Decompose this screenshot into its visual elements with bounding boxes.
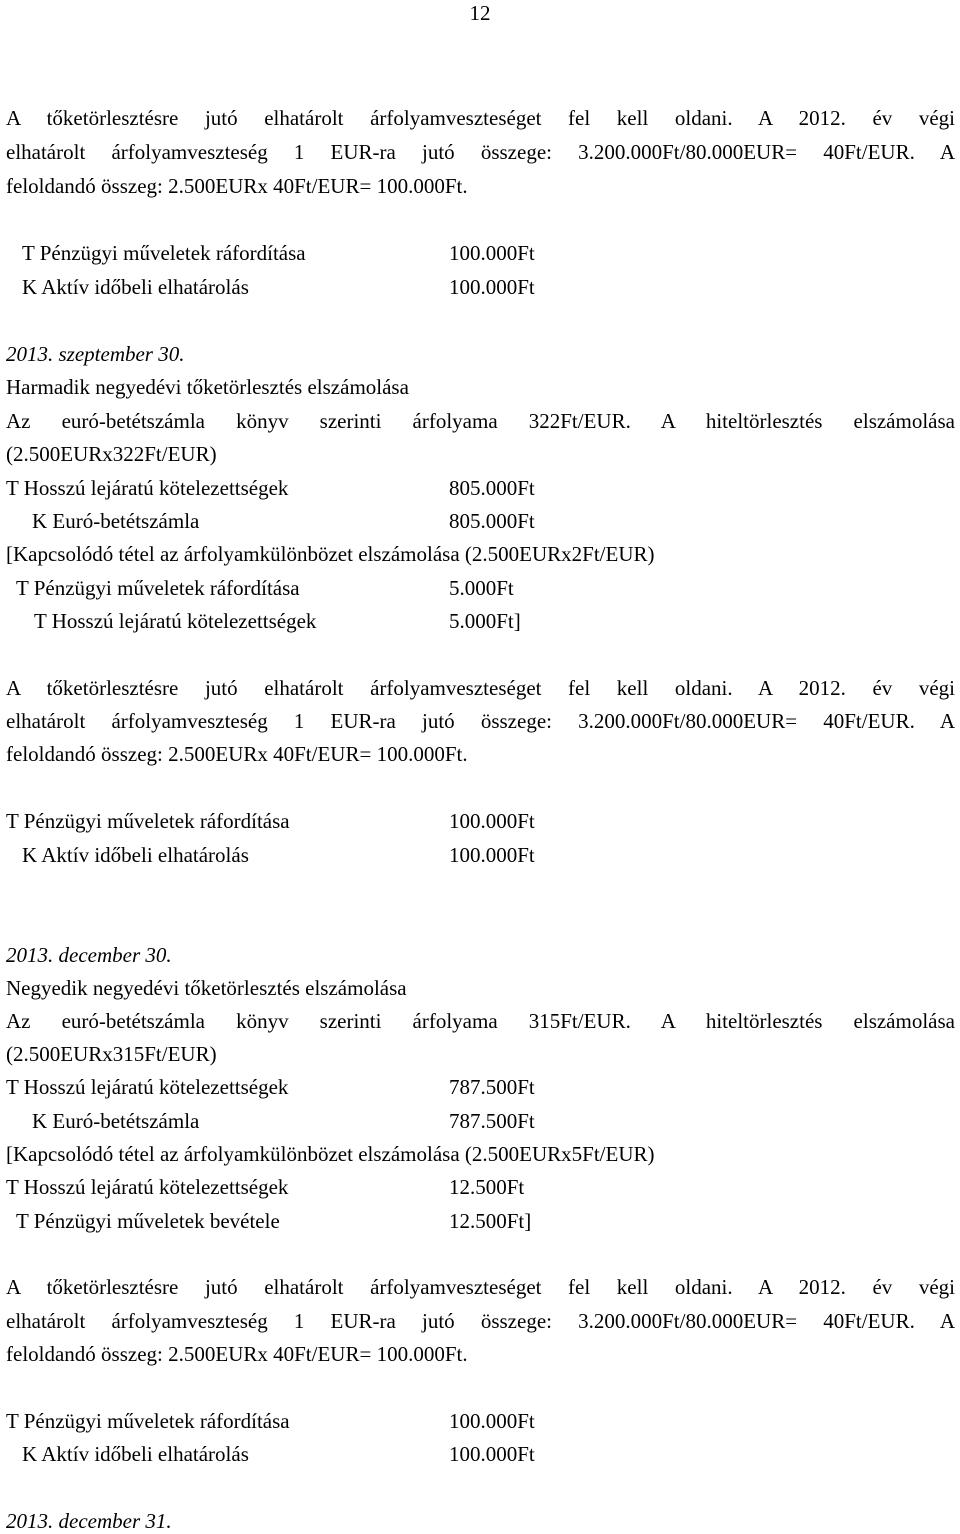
entry-credit-label: K Aktív időbeli elhatárolás	[22, 275, 249, 299]
paragraph-line: feloldandó összeg: 2.500EURx 40Ft/EUR= 100.000Ft.	[6, 1342, 468, 1366]
section-date: 2013. szeptember 30.	[6, 342, 185, 366]
related-entry-note: [Kapcsolódó tétel az árfolyamkülönbözet elszámolása (2.500EURx2Ft/EUR)	[6, 542, 655, 566]
entry-credit-label: K Aktív időbeli elhatárolás	[22, 843, 249, 867]
entry-debit-label: T Hosszú lejáratú kötelezettségek	[6, 476, 289, 500]
paragraph-line: A tőketörlesztésre jutó elhatárolt árfolyamveszteséget fel kell oldani. A 2012. év végi	[6, 676, 955, 700]
section-heading: Harmadik negyedévi tőketörlesztés elszámolása	[6, 375, 409, 399]
entry-amount: 100.000Ft	[449, 241, 535, 265]
entry-debit-label: T Pénzügyi műveletek ráfordítása	[22, 241, 306, 265]
paragraph-line: A tőketörlesztésre jutó elhatárolt árfolyamveszteséget fel kell oldani. A 2012. év végi	[6, 1275, 955, 1299]
entry-amount: 100.000Ft	[449, 843, 535, 867]
paragraph-line: elhatárolt árfolyamveszteség 1 EUR-ra jutó összege: 3.200.000Ft/80.000EUR= 40Ft/EUR. A	[6, 709, 955, 733]
paragraph-line: elhatárolt árfolyamveszteség 1 EUR-ra jutó összege: 3.200.000Ft/80.000EUR= 40Ft/EUR. A	[6, 140, 955, 164]
entry-amount: 100.000Ft	[449, 1409, 535, 1433]
entry-amount: 5.000Ft	[449, 576, 514, 600]
entry-debit-label: T Hosszú lejáratú kötelezettségek	[6, 1175, 289, 1199]
paragraph-line: Az euró-betétszámla könyv szerinti árfolyama 315Ft/EUR. A hiteltörlesztés elszámolása	[6, 1009, 955, 1033]
entry-debit-label: T Pénzügyi műveletek ráfordítása	[6, 809, 290, 833]
paragraph-line: A tőketörlesztésre jutó elhatárolt árfolyamveszteséget fel kell oldani. A 2012. év végi	[6, 106, 955, 130]
entry-credit-label: K Euró-betétszámla	[32, 509, 200, 533]
paragraph-line: (2.500EURx322Ft/EUR)	[6, 442, 217, 466]
paragraph-line: feloldandó összeg: 2.500EURx 40Ft/EUR= 100.000Ft.	[6, 742, 468, 766]
entry-debit-label: T Pénzügyi műveletek bevétele	[16, 1209, 280, 1233]
entry-debit-label: T Pénzügyi műveletek ráfordítása	[6, 1409, 290, 1433]
entry-debit-label: T Hosszú lejáratú kötelezettségek	[34, 609, 317, 633]
entry-credit-label: K Aktív időbeli elhatárolás	[22, 1442, 249, 1466]
entry-amount: 805.000Ft	[449, 476, 535, 500]
entry-amount: 805.000Ft	[449, 509, 535, 533]
page-number: 12	[469, 1, 491, 25]
entry-amount: 100.000Ft	[449, 275, 535, 299]
paragraph-line: (2.500EURx315Ft/EUR)	[6, 1042, 217, 1066]
related-entry-note: [Kapcsolódó tétel az árfolyamkülönbözet elszámolása (2.500EURx5Ft/EUR)	[6, 1142, 655, 1166]
entry-amount: 5.000Ft]	[449, 609, 521, 633]
entry-amount: 100.000Ft	[449, 1442, 535, 1466]
entry-amount: 12.500Ft]	[449, 1209, 532, 1233]
section-heading: Negyedik negyedévi tőketörlesztés elszámolása	[6, 976, 407, 1000]
entry-amount: 12.500Ft	[449, 1175, 525, 1199]
paragraph-line: elhatárolt árfolyamveszteség 1 EUR-ra jutó összege: 3.200.000Ft/80.000EUR= 40Ft/EUR. A	[6, 1309, 955, 1333]
section-date: 2013. december 30.	[6, 943, 172, 967]
entry-credit-label: K Euró-betétszámla	[32, 1109, 200, 1133]
paragraph-line: Az euró-betétszámla könyv szerinti árfolyama 322Ft/EUR. A hiteltörlesztés elszámolása	[6, 409, 955, 433]
entry-amount: 787.500Ft	[449, 1075, 535, 1099]
entry-debit-label: T Hosszú lejáratú kötelezettségek	[6, 1075, 289, 1099]
entry-debit-label: T Pénzügyi műveletek ráfordítása	[16, 576, 300, 600]
entry-amount: 100.000Ft	[449, 809, 535, 833]
section-date: 2013. december 31.	[6, 1509, 172, 1533]
entry-amount: 787.500Ft	[449, 1109, 535, 1133]
paragraph-line: feloldandó összeg: 2.500EURx 40Ft/EUR= 100.000Ft.	[6, 174, 468, 198]
